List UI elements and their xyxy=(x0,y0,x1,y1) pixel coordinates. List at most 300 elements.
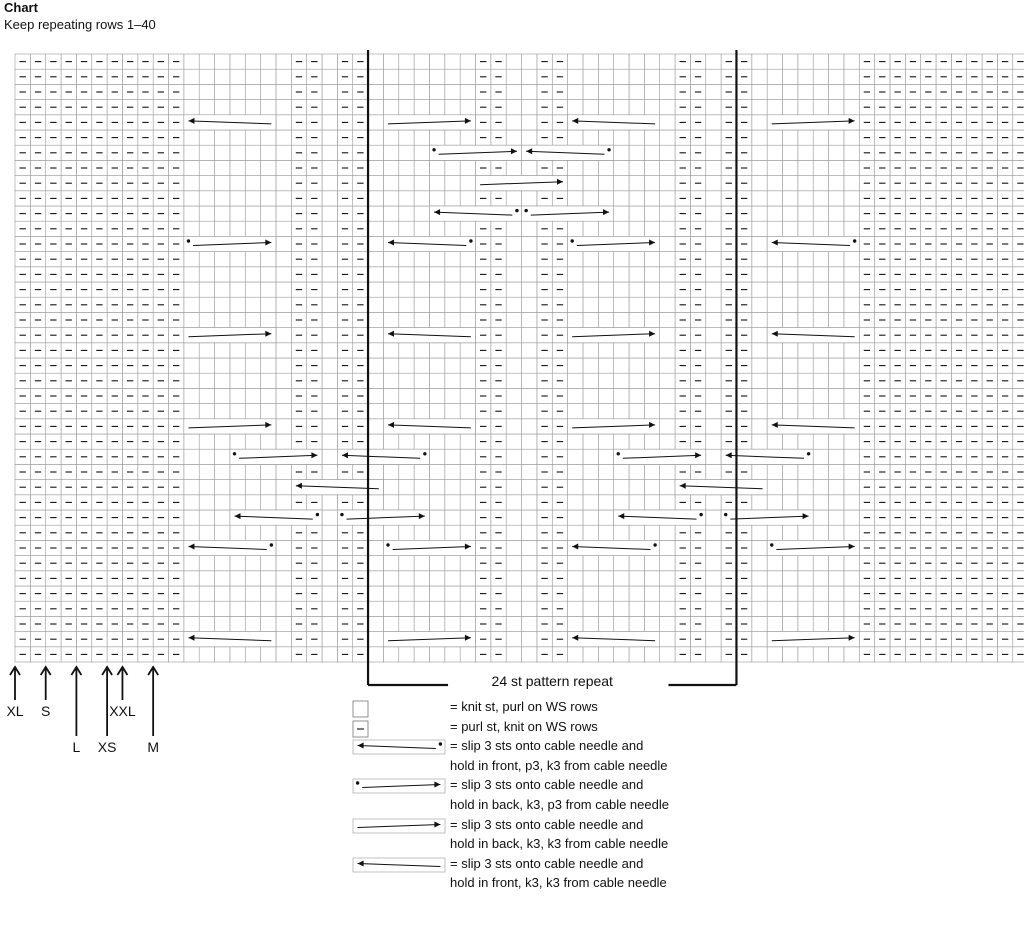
knit-cell xyxy=(783,556,798,571)
knit-cell xyxy=(706,328,721,343)
knit-cell xyxy=(215,525,230,540)
knit-cell xyxy=(706,373,721,388)
legend-text: hold in front, k3, k3 from cable needle xyxy=(450,875,667,891)
knit-cell xyxy=(184,358,199,373)
knit-cell xyxy=(230,571,245,586)
knit-cell xyxy=(429,510,444,525)
knit-cell xyxy=(261,571,276,586)
knit-cell xyxy=(583,510,598,525)
knit-cell xyxy=(322,434,337,449)
knit-cell xyxy=(614,388,629,403)
knit-cell xyxy=(199,449,214,464)
knit-cell xyxy=(583,282,598,297)
knit-cell xyxy=(245,84,260,99)
knit-cell xyxy=(276,540,291,555)
knit-cell xyxy=(184,404,199,419)
knit-cell xyxy=(261,221,276,236)
knit-cell xyxy=(614,480,629,495)
knit-cell xyxy=(368,632,383,647)
knit-cell xyxy=(752,328,767,343)
knit-cell xyxy=(506,647,521,662)
knit-cell xyxy=(829,221,844,236)
knit-cell xyxy=(798,282,813,297)
knit-cell xyxy=(445,54,460,69)
knit-cell xyxy=(414,267,429,282)
knit-cell xyxy=(414,54,429,69)
knit-cell xyxy=(199,282,214,297)
knit-cell xyxy=(414,312,429,327)
knit-cell xyxy=(445,343,460,358)
knit-cell xyxy=(813,297,828,312)
knit-cell xyxy=(752,191,767,206)
knit-cell xyxy=(245,601,260,616)
knit-cell xyxy=(798,343,813,358)
knit-cell xyxy=(644,267,659,282)
knit-cell xyxy=(767,480,782,495)
knit-cell xyxy=(199,556,214,571)
knit-cell xyxy=(752,236,767,251)
knit-cell xyxy=(568,464,583,479)
knit-cell xyxy=(460,601,475,616)
knit-cell xyxy=(184,388,199,403)
knit-cell xyxy=(383,404,398,419)
knit-cell xyxy=(506,388,521,403)
knit-cell xyxy=(261,373,276,388)
knit-cell xyxy=(215,130,230,145)
knit-cell xyxy=(813,267,828,282)
purl-dot xyxy=(724,513,727,516)
knit-cell xyxy=(445,510,460,525)
knit-cell xyxy=(598,252,613,267)
knit-cell xyxy=(614,556,629,571)
knit-cell xyxy=(767,282,782,297)
knit-cell xyxy=(522,647,537,662)
knit-cell xyxy=(829,312,844,327)
purl-dot xyxy=(423,452,426,455)
knit-cell xyxy=(522,601,537,616)
knit-cell xyxy=(322,586,337,601)
knit-cell xyxy=(614,373,629,388)
knit-cell xyxy=(414,176,429,191)
knit-cell xyxy=(767,647,782,662)
knit-cell xyxy=(368,434,383,449)
knit-cell xyxy=(522,358,537,373)
knit-cell xyxy=(813,221,828,236)
knit-cell xyxy=(322,267,337,282)
knit-cell xyxy=(230,100,245,115)
legend-purl-right-icon xyxy=(352,778,446,794)
knit-cell xyxy=(245,525,260,540)
knit-cell xyxy=(706,632,721,647)
knit-cell xyxy=(829,525,844,540)
knit-cell xyxy=(261,206,276,221)
knit-cell xyxy=(813,404,828,419)
knit-cell xyxy=(276,221,291,236)
knit-cell xyxy=(629,206,644,221)
knit-cell xyxy=(660,556,675,571)
knit-cell xyxy=(215,449,230,464)
knit-cell xyxy=(783,601,798,616)
knit-cell xyxy=(276,115,291,130)
knit-cell xyxy=(783,69,798,84)
knit-cell xyxy=(522,84,537,99)
knit-cell xyxy=(783,145,798,160)
knit-cell xyxy=(429,54,444,69)
knit-cell xyxy=(629,191,644,206)
knit-cell xyxy=(399,176,414,191)
knit-cell xyxy=(844,495,859,510)
knit-cell xyxy=(230,480,245,495)
knit-cell xyxy=(215,176,230,191)
knit-cell xyxy=(460,404,475,419)
knit-cell xyxy=(215,191,230,206)
knit-cell xyxy=(783,206,798,221)
knit-cell xyxy=(522,388,537,403)
knit-cell xyxy=(614,221,629,236)
knit-cell xyxy=(506,601,521,616)
purl-dot xyxy=(270,543,273,546)
knit-cell xyxy=(783,282,798,297)
knit-cell xyxy=(445,480,460,495)
knit-cell xyxy=(230,267,245,282)
knit-cell xyxy=(414,571,429,586)
knit-cell xyxy=(614,206,629,221)
knit-cell xyxy=(399,206,414,221)
knit-cell xyxy=(322,388,337,403)
knit-cell xyxy=(767,373,782,388)
knit-cell xyxy=(230,312,245,327)
knit-cell xyxy=(829,601,844,616)
knit-cell xyxy=(798,176,813,191)
knit-cell xyxy=(583,343,598,358)
knit-cell xyxy=(706,312,721,327)
knit-cell xyxy=(598,160,613,175)
knit-cell xyxy=(660,282,675,297)
knit-cell xyxy=(383,130,398,145)
knit-cell xyxy=(568,297,583,312)
knit-cell xyxy=(215,282,230,297)
knit-cell xyxy=(399,388,414,403)
knit-cell xyxy=(414,616,429,631)
knit-cell xyxy=(752,343,767,358)
knit-cell xyxy=(215,54,230,69)
knit-cell xyxy=(460,343,475,358)
knit-cell xyxy=(644,252,659,267)
knit-cell xyxy=(215,69,230,84)
knit-cell xyxy=(199,297,214,312)
knit-cell xyxy=(783,54,798,69)
legend-cell xyxy=(353,701,368,717)
knit-cell xyxy=(813,84,828,99)
knit-cell xyxy=(614,601,629,616)
knit-cell xyxy=(429,586,444,601)
knit-cell xyxy=(460,525,475,540)
knit-cell xyxy=(644,130,659,145)
knit-cell xyxy=(583,100,598,115)
knit-cell xyxy=(368,267,383,282)
knit-cell xyxy=(614,647,629,662)
knit-cell xyxy=(184,586,199,601)
knit-cell xyxy=(184,191,199,206)
knit-cell xyxy=(752,404,767,419)
knit-cell xyxy=(506,100,521,115)
knit-cell xyxy=(522,419,537,434)
knit-cell xyxy=(844,191,859,206)
knit-cell xyxy=(644,647,659,662)
knit-cell xyxy=(844,616,859,631)
knit-cell xyxy=(629,130,644,145)
knit-cell xyxy=(568,282,583,297)
knit-cell xyxy=(767,54,782,69)
knit-cell xyxy=(199,616,214,631)
knit-cell xyxy=(829,54,844,69)
legend-text: hold in back, k3, k3 from cable needle xyxy=(450,836,669,852)
knit-cell xyxy=(706,282,721,297)
knit-cell xyxy=(322,464,337,479)
knit-cell xyxy=(783,616,798,631)
knit-cell xyxy=(322,160,337,175)
knit-cell xyxy=(230,54,245,69)
knit-cell xyxy=(829,571,844,586)
knit-cell xyxy=(660,236,675,251)
knit-cell xyxy=(383,601,398,616)
knit-cell xyxy=(522,404,537,419)
knit-cell xyxy=(199,404,214,419)
knit-cell xyxy=(215,160,230,175)
knit-cell xyxy=(522,130,537,145)
knit-cell xyxy=(629,252,644,267)
knit-cell xyxy=(322,54,337,69)
knit-cell xyxy=(614,267,629,282)
knit-cell xyxy=(276,130,291,145)
knit-cell xyxy=(383,100,398,115)
knit-cell xyxy=(614,464,629,479)
knit-cell xyxy=(506,419,521,434)
knit-cell xyxy=(460,282,475,297)
knit-cell xyxy=(383,54,398,69)
knit-cell xyxy=(798,100,813,115)
knit-cell xyxy=(660,54,675,69)
knit-cell xyxy=(813,54,828,69)
knit-cell xyxy=(798,54,813,69)
knit-cell xyxy=(644,160,659,175)
knit-cell xyxy=(522,525,537,540)
knit-cell xyxy=(199,601,214,616)
knit-cell xyxy=(399,556,414,571)
knit-cell xyxy=(199,69,214,84)
purl-dot xyxy=(439,742,442,745)
knit-cell xyxy=(368,464,383,479)
knit-cell xyxy=(414,556,429,571)
knit-cell xyxy=(767,145,782,160)
knit-cell xyxy=(276,388,291,403)
knit-cell xyxy=(767,404,782,419)
knit-cell xyxy=(583,464,598,479)
knit-cell xyxy=(261,282,276,297)
knit-cell xyxy=(199,100,214,115)
knit-cell xyxy=(798,464,813,479)
knit-cell xyxy=(813,69,828,84)
knit-cell xyxy=(445,464,460,479)
knit-cell xyxy=(506,449,521,464)
knit-cell xyxy=(568,616,583,631)
purl-dot xyxy=(233,452,236,455)
knit-cell xyxy=(322,343,337,358)
knit-cell xyxy=(276,267,291,282)
knit-cell xyxy=(506,328,521,343)
knit-cell xyxy=(522,464,537,479)
knit-cell xyxy=(322,252,337,267)
knit-cell xyxy=(844,130,859,145)
knit-cell xyxy=(184,464,199,479)
knit-cell xyxy=(230,160,245,175)
knit-cell xyxy=(383,206,398,221)
knit-cell xyxy=(568,525,583,540)
knit-cell xyxy=(706,419,721,434)
knit-cell xyxy=(261,84,276,99)
knit-cell xyxy=(598,404,613,419)
knit-cell xyxy=(598,616,613,631)
knit-cell xyxy=(184,616,199,631)
knit-cell xyxy=(368,176,383,191)
knit-cell xyxy=(522,54,537,69)
knit-cell xyxy=(399,464,414,479)
knit-cell xyxy=(230,252,245,267)
knit-cell xyxy=(276,373,291,388)
knit-cell xyxy=(383,647,398,662)
knit-cell xyxy=(752,282,767,297)
knit-cell xyxy=(506,632,521,647)
knit-cell xyxy=(261,160,276,175)
knit-cell xyxy=(522,160,537,175)
knit-cell xyxy=(598,586,613,601)
knit-cell xyxy=(783,84,798,99)
knit-cell xyxy=(706,343,721,358)
knit-cell xyxy=(614,586,629,601)
knit-cell xyxy=(368,297,383,312)
knit-cell xyxy=(598,267,613,282)
knit-cell xyxy=(245,312,260,327)
knit-cell xyxy=(230,404,245,419)
knit-cell xyxy=(767,160,782,175)
knit-cell xyxy=(598,556,613,571)
knit-cell xyxy=(276,647,291,662)
knit-cell xyxy=(798,373,813,388)
knit-cell xyxy=(506,54,521,69)
knit-cell xyxy=(522,297,537,312)
size-label-l: L xyxy=(72,739,81,755)
knit-cell xyxy=(245,282,260,297)
knit-cell xyxy=(261,297,276,312)
knit-cell xyxy=(660,343,675,358)
knit-cell xyxy=(598,373,613,388)
knit-cell xyxy=(844,160,859,175)
knit-cell xyxy=(276,556,291,571)
knit-cell xyxy=(568,434,583,449)
knit-cell xyxy=(506,343,521,358)
knit-cell xyxy=(583,586,598,601)
knit-cell xyxy=(813,616,828,631)
knit-cell xyxy=(184,69,199,84)
knit-cell xyxy=(583,601,598,616)
knit-cell xyxy=(429,601,444,616)
knit-cell xyxy=(798,495,813,510)
knit-cell xyxy=(644,495,659,510)
knit-cell xyxy=(276,419,291,434)
knit-cell xyxy=(844,510,859,525)
knit-cell xyxy=(399,252,414,267)
knit-cell xyxy=(706,130,721,145)
knit-cell xyxy=(568,252,583,267)
knit-cell xyxy=(706,84,721,99)
knit-cell xyxy=(414,495,429,510)
knit-cell xyxy=(383,252,398,267)
knit-cell xyxy=(644,343,659,358)
size-markers xyxy=(6,667,159,755)
knit-cell xyxy=(429,267,444,282)
knit-cell xyxy=(522,434,537,449)
knit-cell xyxy=(245,100,260,115)
knit-cell xyxy=(276,328,291,343)
knit-cell xyxy=(583,191,598,206)
knit-cell xyxy=(215,510,230,525)
knit-cell xyxy=(414,464,429,479)
knit-cell xyxy=(383,176,398,191)
knit-cell xyxy=(322,404,337,419)
knit-cell xyxy=(583,647,598,662)
knit-cell xyxy=(629,145,644,160)
knit-cell xyxy=(322,358,337,373)
knit-cell xyxy=(813,510,828,525)
knit-cell xyxy=(629,312,644,327)
purl-dot xyxy=(340,513,343,516)
knit-cell xyxy=(798,206,813,221)
knit-cell xyxy=(752,388,767,403)
knit-cell xyxy=(276,404,291,419)
knit-cell xyxy=(230,176,245,191)
knit-cell xyxy=(629,267,644,282)
knit-cell xyxy=(706,206,721,221)
knit-cell xyxy=(199,647,214,662)
knit-cell xyxy=(629,571,644,586)
knit-cell xyxy=(614,343,629,358)
knit-cell xyxy=(644,221,659,236)
knit-cell xyxy=(184,510,199,525)
knit-cell xyxy=(399,100,414,115)
knit-cell xyxy=(568,343,583,358)
knit-cell xyxy=(644,191,659,206)
knit-cell xyxy=(783,191,798,206)
purl-dot xyxy=(316,513,319,516)
knit-cell xyxy=(568,571,583,586)
knit-cell xyxy=(614,100,629,115)
knit-cell xyxy=(322,632,337,647)
knit-cell xyxy=(629,480,644,495)
knit-cell xyxy=(506,540,521,555)
knit-cell xyxy=(414,282,429,297)
knit-cell xyxy=(383,312,398,327)
knit-cell xyxy=(706,54,721,69)
knit-cell xyxy=(460,69,475,84)
knit-cell xyxy=(614,404,629,419)
knit-cell xyxy=(598,388,613,403)
knit-cell xyxy=(199,221,214,236)
knit-cell xyxy=(644,525,659,540)
knit-cell xyxy=(644,145,659,160)
knit-cell xyxy=(583,252,598,267)
knit-cell xyxy=(767,297,782,312)
knit-cell xyxy=(245,176,260,191)
